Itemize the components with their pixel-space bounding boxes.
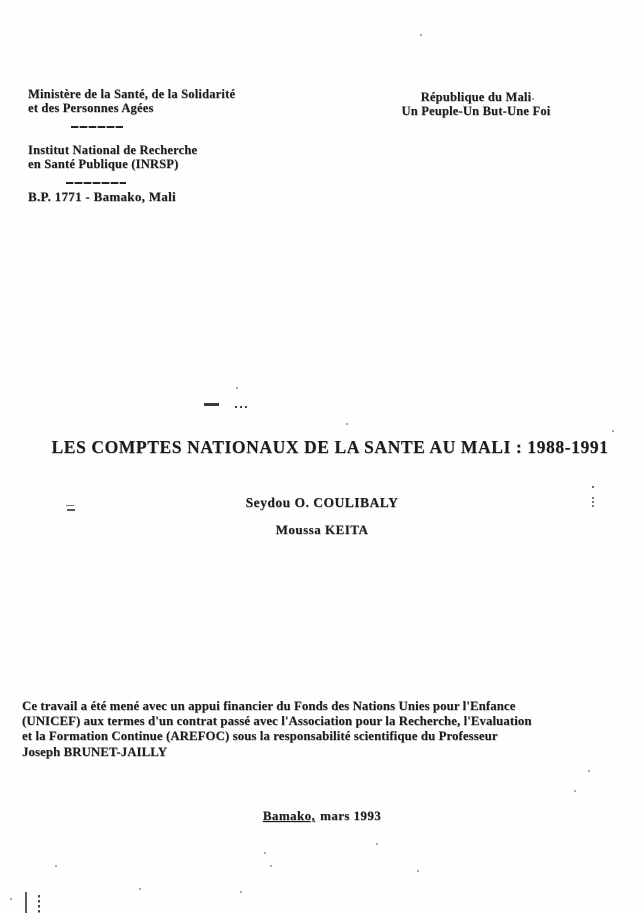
scan-speck [346,423,348,425]
scan-speck [10,898,12,900]
footer-city: Bamako, [262,808,316,823]
divider-line [66,182,126,184]
author-name: Moussa KEITA [275,522,369,537]
republic-block [378,91,574,118]
scan-speck [417,870,419,872]
scan-speck [236,387,238,389]
scan-speck [376,843,378,845]
scan-artifact-line [25,892,27,913]
scan-speck [532,98,534,100]
scan-speck [264,852,266,854]
institute-line-1: Institut National de Recherche [28,143,198,157]
ministry-line-1: Ministère de la Santé, de la Solidarité [28,87,236,101]
institute-line-2: en Santé Publique (INRSP) [28,157,179,171]
scan-artifact-mark [66,505,74,506]
report-title: LES COMPTES NATIONAUX DE LA SANTE AU MALI : 1988-1991 [51,437,609,457]
funding-line: Joseph BRUNET-JAILLY [22,744,168,759]
ministry-block [28,88,308,115]
scan-speck [588,770,590,772]
scan-speck [420,34,422,36]
scan-artifact-mark [67,509,75,511]
republic-line-1: République du Mali [420,90,532,104]
scan-speck [139,888,141,890]
ministry-line-2: et des Personnes Agées [28,100,154,115]
scan-speck [55,865,57,867]
funding-note [22,699,630,760]
funding-line: Ce travail a été mené avec un appui financier du Fonds des Nations Unies pour l'Enfance [22,699,516,713]
address-line: B.P. 1771 - Bamako, Mali [28,189,176,204]
footer-month-year: mars 1993 [320,808,382,823]
authors-block [0,495,644,538]
scan-artifact-dots [592,497,594,507]
scan-artifact-dot [592,486,594,488]
scan-speck [270,865,272,867]
republic-line-2: Un Peuple-Un But-Une Foi [401,103,551,118]
scan-speck [574,790,576,792]
author-name: Seydou O. COULIBALY [245,495,399,510]
funding-line: (UNICEF) aux termes d'un contrat passé avec l'Association pour la Recherche, l'Evaluation [22,714,532,729]
scan-speck [240,891,242,893]
institute-block [28,143,197,171]
footer-date [0,808,644,824]
scan-speck [612,430,614,432]
divider-line [71,126,123,128]
scan-artifact-dots [235,406,249,408]
scan-artifact-line [38,895,40,913]
funding-line: et la Formation Continue (AREFOC) sous la responsabilité scientifique du Professeur [22,729,498,744]
scan-artifact-dash [204,403,219,406]
